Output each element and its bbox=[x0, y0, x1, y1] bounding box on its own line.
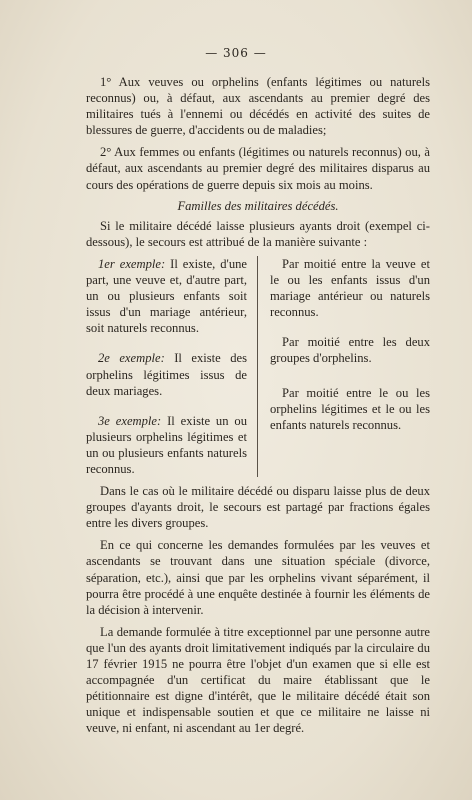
paragraph-femmes-enfants: 2° Aux femmes ou enfants (légitimes ou naturels reconnus) ou, à défaut, aux ascendants au premier degré des militaires disparus au cours des opérations de guerre depuis six mois au moins. bbox=[86, 145, 430, 192]
page-body bbox=[86, 74, 430, 736]
example-3-rule-text: Par moitié entre le ou les orphelins légitimes et le ou les enfants naturels reconnus. bbox=[270, 385, 430, 432]
example-2-label: 2e exemple: bbox=[98, 351, 165, 366]
paragraph-demandes: En ce qui concerne les demandes formulées par les veuves et ascendants se trouvant dans une situation spéciale (divorce, séparation, etc.), ainsi que par les orphelins vivant séparément, il pourra être procédé à une enquête destinée à fournir les éléments de la décision à intervenir. bbox=[86, 538, 430, 617]
section-heading: Familles des militaires décédés. bbox=[177, 198, 339, 213]
example-1-label: 1er exemple: bbox=[98, 256, 166, 271]
examples-left-column bbox=[86, 256, 258, 477]
example-1-rule bbox=[270, 256, 430, 320]
example-3-rule bbox=[270, 385, 430, 433]
examples-table bbox=[86, 256, 430, 477]
example-2-text: Il existe des orphelins légitimes issus de deux mariages. bbox=[86, 351, 247, 398]
paragraph-demande-exceptionnelle: La demande formulée à titre exceptionnel par une personne autre que l'un des ayants droit limitativement indiqués par la circulaire du 17 février 1915 ne pourra être l'objet d'un examen que si elle est accompagnée d'un certificat du maire établissant que le pétitionnaire est digne d'intérêt, que le militaire décédé était son unique et indispensable soutien et que ce militaire ne laisse ni veuve, ni enfant, ni ascendant au 1er degré. bbox=[86, 624, 430, 736]
page-number: — 306 — bbox=[205, 46, 267, 60]
paragraph-groupes: Dans le cas où le militaire décédé ou disparu laisse plus de deux groupes d'ayants droit, le secours est partagé par fractions égales entre les divers groupes. bbox=[86, 484, 430, 531]
paragraph-veuves-orphelins: 1° Aux veuves ou orphelins (enfants légitimes ou naturels reconnus) ou, à défaut, aux ascendants au premier degré des militaires tués à l'ennemi ou décédés en activité des suites de blessures de guerre, d'accidents ou de maladies; bbox=[86, 75, 430, 138]
example-2-rule-text: Par moitié entre les deux groupes d'orphelins. bbox=[270, 335, 430, 366]
example-3-case bbox=[86, 413, 247, 477]
example-1-case bbox=[86, 256, 247, 336]
example-3-label: 3e exemple: bbox=[98, 413, 162, 428]
paragraph-intro: Si le militaire décédé laisse plusieurs ayants droit (exempel ci-dessous), le secours est attribué de la manière suivante : bbox=[86, 218, 430, 249]
examples-right-column bbox=[258, 256, 430, 477]
example-2-case bbox=[86, 350, 247, 398]
example-1-text: Il existe, d'une part, une veuve et, d'autre part, un ou plusieurs enfants soit issus d'un mariage antérieur, soit naturels reconnus. bbox=[86, 256, 247, 336]
example-3-text: Il existe un ou plusieurs orphelins légitimes et un ou plusieurs enfants naturels reconnus. bbox=[86, 413, 248, 476]
example-2-rule bbox=[270, 334, 430, 366]
example-1-rule-text: Par moitié entre la veuve et le ou les enfants issus d'un mariage antérieur ou naturels reconnus. bbox=[270, 256, 430, 320]
